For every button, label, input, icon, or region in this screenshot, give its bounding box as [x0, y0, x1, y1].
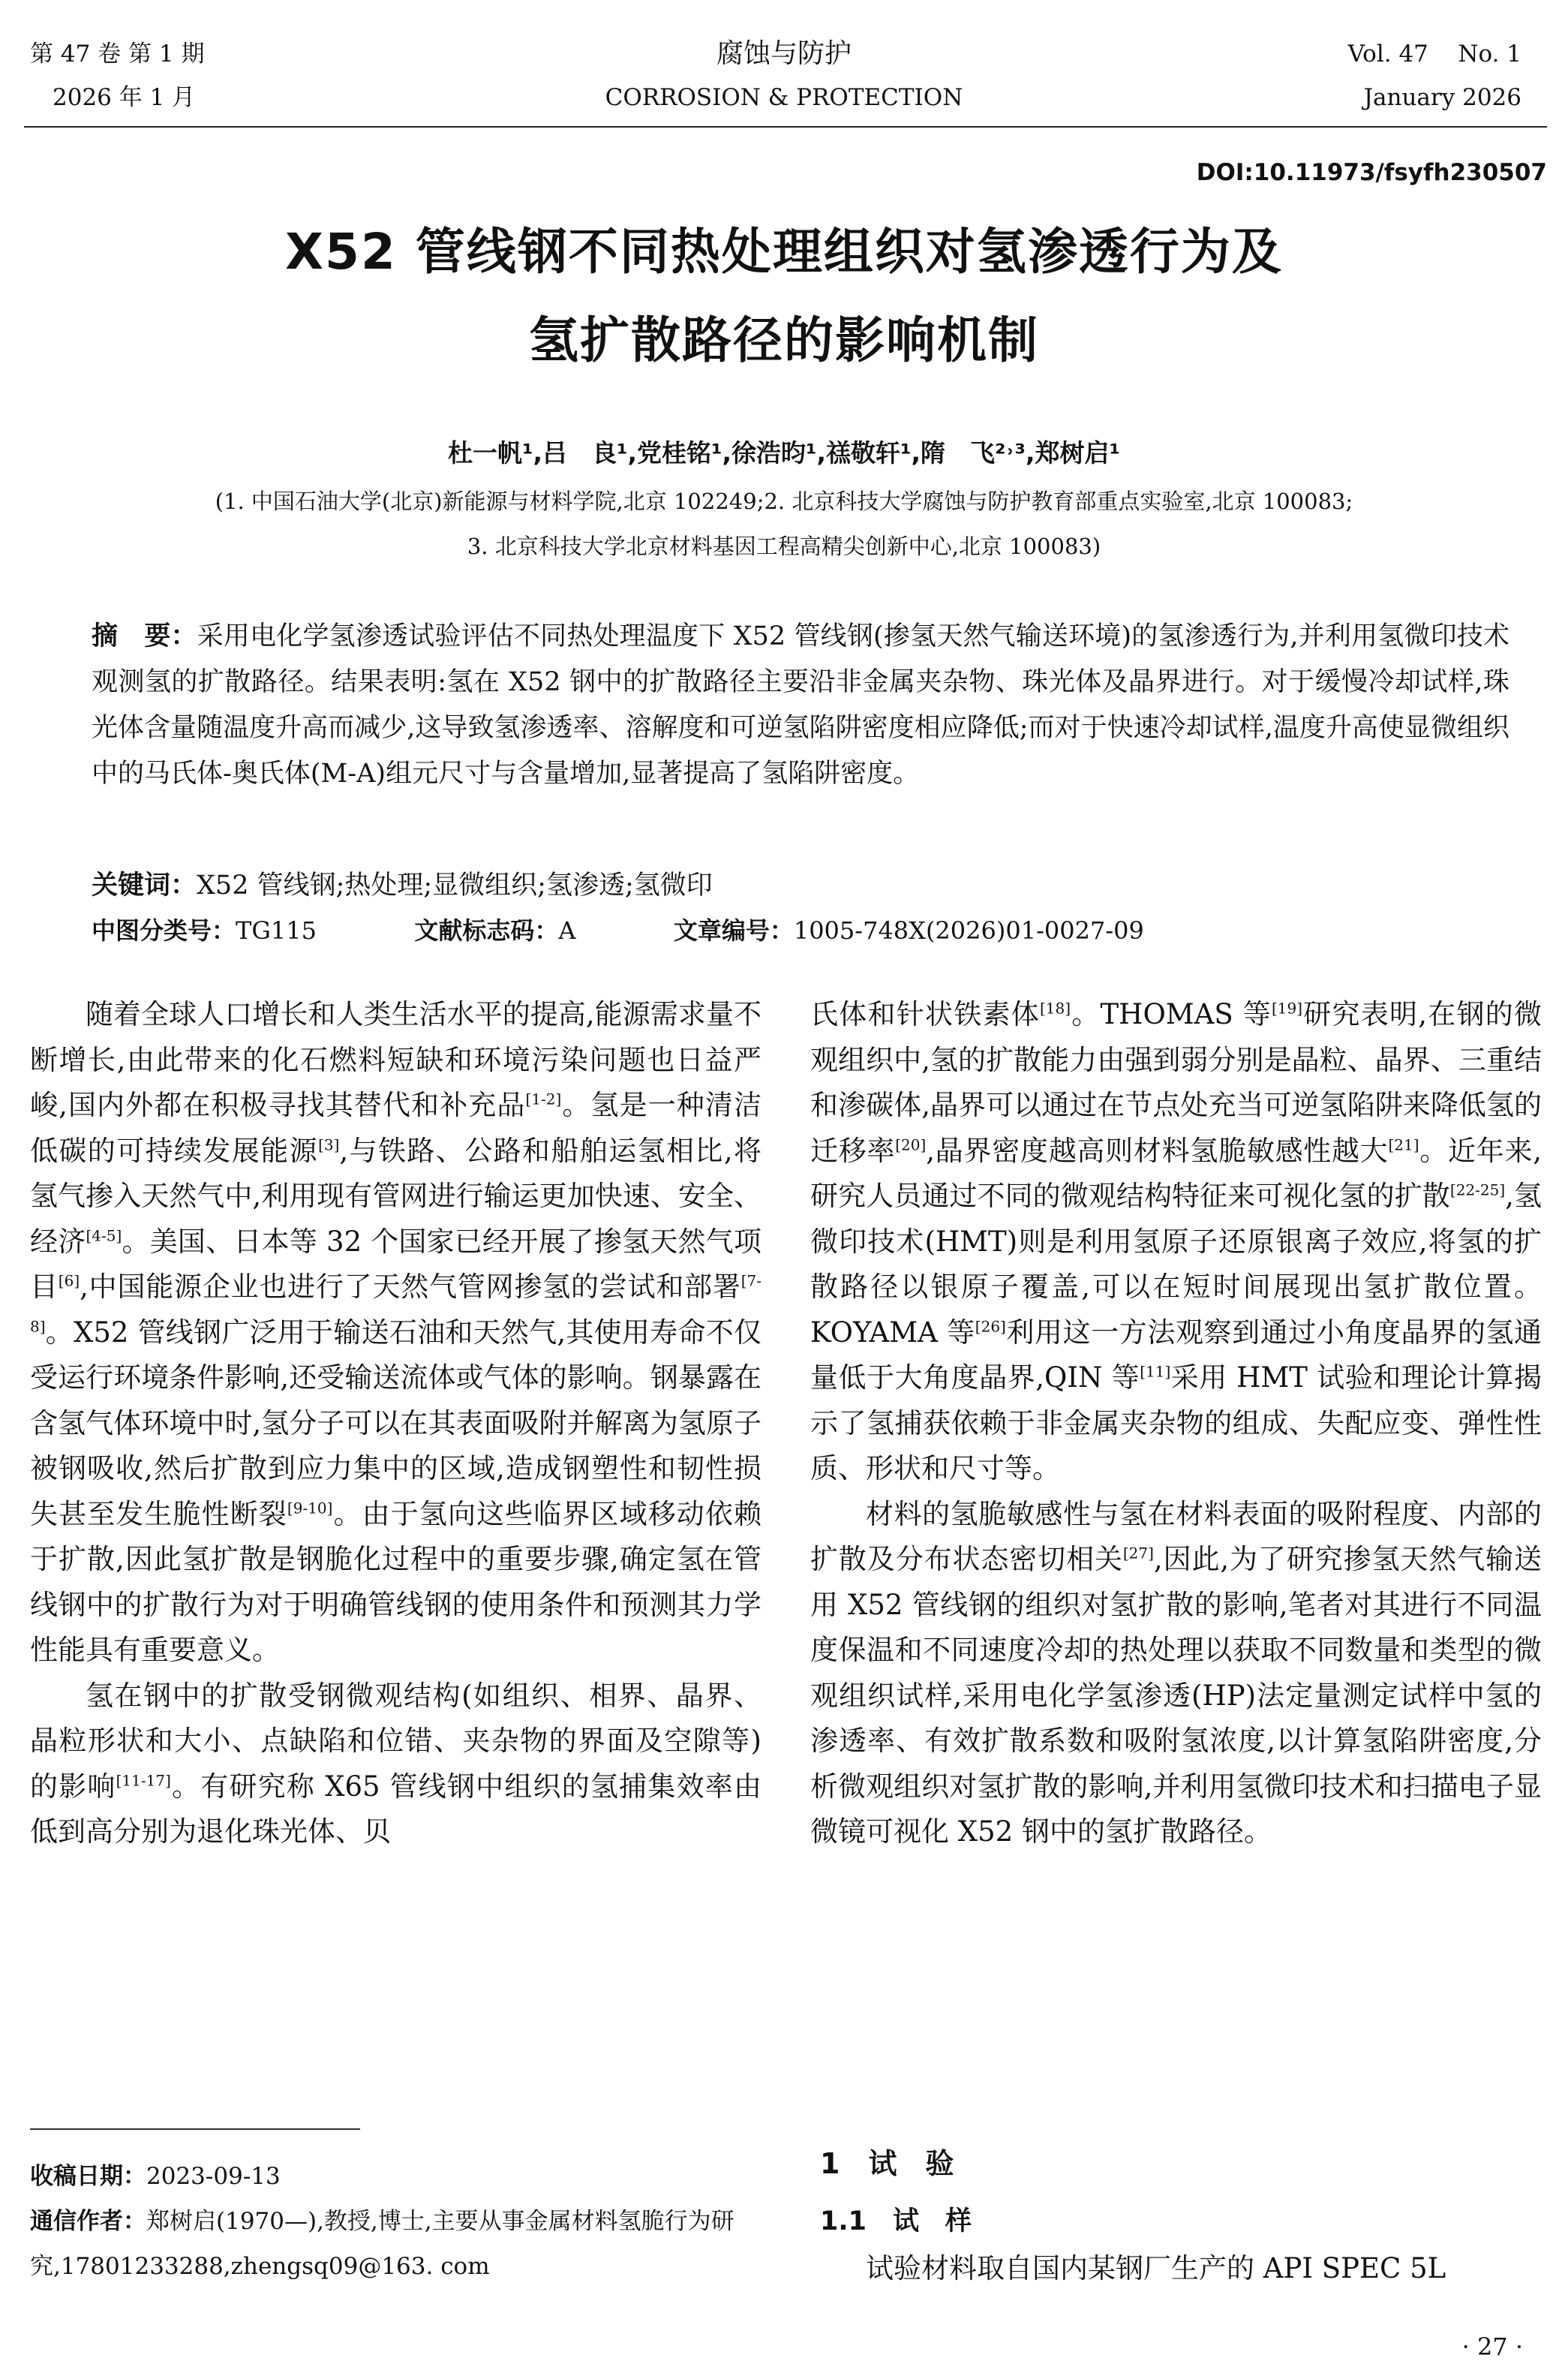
authors: 杜一帆¹,吕 良¹,党桂铭¹,徐浩昀¹,禚敬轩¹,隋 飞²˒³,郑树启¹: [448, 438, 1120, 468]
citation: [11]: [1140, 1362, 1171, 1381]
affiliation-line1: (1. 中国石油大学(北京)新能源与材料学院,北京 102249;2. 北京科技大学腐蚀与防护教育部重点实验室,北京 100083;: [215, 489, 1353, 514]
citation: [26]: [975, 1317, 1006, 1336]
keywords-text: X52 管线钢;热处理;显微组织;氢渗透;氢微印: [197, 871, 713, 901]
received-label: 收稿日期：: [30, 2163, 146, 2190]
doc-code-label: 文献标志码：: [414, 916, 559, 945]
journal-name-cn: 腐蚀与防护: [716, 38, 852, 69]
header-divider: [24, 126, 1547, 128]
citation: [6]: [58, 1271, 80, 1290]
keywords: [92, 863, 1509, 909]
citation: [11-17]: [116, 1771, 171, 1790]
citation: [3]: [318, 1135, 340, 1154]
section-heading-1-1: 1.1 试 样: [820, 2206, 972, 2236]
received-date: [30, 2154, 765, 2199]
left-paragraph-1: 随着全球人口增长和人类生活水平的提高,能源需求量不断增长,由此带来的化石燃料短缺和环境污染问题也日益严峻,国内外都在积极寻找其替代和补充品[1-2]。氢是一种清洁低碳的可持续发展能源[3],与铁路、公路和船舶运氢相比,将氢气掺入天然气中,利用现有管网进行输运更加快速、安全、经济[4-5]。美国、日本等 32 个国家已经开展了掺氢天然气项目[6],中国能源企业也进行了天然气管网掺氢的尝试和部署[7-8]。X52 管线钢广泛用于输送石油和天然气,其使用寿命不仅受运行环境条件影响,还受输送流体或气体的影响。钢暴露在含氢气体环境中时,氢分子可以在其表面吸附并解离为氢原子被钢吸收,然后扩散到应力集中的区域,造成钢塑性和韧性损失甚至发生脆性断裂[9-10]。由于氢向这些临界区域移动依赖于扩散,因此氢扩散是钢脆化过程中的重要步骤,确定氢在管线钢中的扩散行为对于明确管线钢的使用条件和预测其力学性能具有重要意义。: [30, 998, 762, 1666]
clc-label: 中图分类号：: [92, 916, 236, 945]
right-paragraph-3: 试验材料取自国内某钢厂生产的 API SPEC 5L: [866, 2252, 1446, 2284]
citation: [19]: [1271, 999, 1303, 1018]
corresponding-label: 通信作者：: [30, 2208, 146, 2235]
article-title-line2: 氢扩散路径的影响机制: [529, 311, 1039, 369]
citation: [20]: [895, 1135, 927, 1154]
right-column: [810, 992, 1542, 1855]
keywords-label: 关键词：: [92, 871, 197, 901]
corresponding-author: [30, 2199, 765, 2289]
abstract-text: 采用电化学氢渗透试验评估不同热处理温度下 X52 管线钢(掺氢天然气输送环境)的氢渗透行为,并利用氢微印技术观测氢的扩散路径。结果表明:氢在 X52 钢中的扩散路径主要沿非金属夹杂物、珠光体及晶界进行。对于缓慢冷却试样,珠光体含量随温度升高而减少,这导致氢渗透率、溶解度和可逆氢陷阱密度相应降低;而对于快速冷却试样,温度升高使显微组织中的马氏体-奥氏体(M-A)组元尺寸与含量增加,显著提高了氢陷阱密度。: [92, 621, 1509, 789]
abstract-label: 摘 要：: [92, 621, 197, 651]
journal-vol-no-en: Vol. 47 No. 1: [1347, 41, 1521, 68]
doi: DOI:10.11973/fsyfh230507: [1196, 159, 1547, 186]
citation: [7-8]: [30, 1271, 762, 1336]
citation: [27]: [1122, 1544, 1154, 1562]
doc-code-value: A: [558, 916, 576, 945]
article-no-value: 1005-748X(2026)01-0027-09: [793, 916, 1144, 945]
journal-volume-issue: 第 47 卷 第 1 期: [30, 41, 205, 68]
citation: [22-25]: [1449, 1180, 1506, 1199]
article-title-line1: X52 管线钢不同热处理组织对氢渗透行为及: [285, 223, 1283, 281]
section-heading-1: 1 试 验: [820, 2147, 954, 2180]
left-paragraph-2: 氢在钢中的扩散受钢微观结构(如组织、相界、晶界、晶粒形状和大小、点缺陷和位错、夹杂物的界面及空隙等)的影响[11-17]。有研究称 X65 管线钢中组织的氢捕集效率由低到高分别为退化珠光体、贝: [30, 1679, 761, 1848]
right-paragraph-2: 材料的氢脆敏感性与氢在材料表面的吸附程度、内部的扩散及分布状态密切相关[27],因此,为了研究掺氢天然气输送用 X52 管线钢的组织对氢扩散的影响,笔者对其进行不同温度保温和不同速度冷却的热处理以获取不同数量和类型的微观组织试样,采用电化学氢渗透(HP)法定量测定试样中氢的渗透率、有效扩散系数和吸附氢浓度,以计算氢陷阱密度,分析微观组织对氢扩散的影响,并利用氢微印技术和扫描电子显微镜可视化 X52 钢中的氢扩散路径。: [810, 1497, 1542, 1848]
classification-row: [92, 910, 1509, 952]
left-column: [30, 992, 761, 1855]
journal-date-en: January 2026: [1363, 84, 1521, 111]
citation: [18]: [1039, 999, 1071, 1018]
journal-name-en: CORROSION & PROTECTION: [605, 84, 963, 111]
citation: [9-10]: [287, 1499, 333, 1517]
affiliation-line2: 3. 北京科技大学北京材料基因工程高精尖创新中心,北京 100083): [467, 534, 1101, 559]
page-number: · 27 ·: [1461, 2332, 1523, 2361]
received-value: 2023-09-13: [146, 2163, 281, 2190]
citation: [1-2]: [525, 1090, 562, 1108]
corresponding-value: 郑树启(1970—),教授,博士,主要从事金属材料氢脆行为研究,17801233288,zhengsq09@163. com: [30, 2208, 734, 2280]
citation: [4-5]: [86, 1226, 122, 1245]
article-no-label: 文章编号：: [673, 916, 794, 945]
footnote-divider: [30, 2128, 360, 2130]
right-paragraph-1: 氏体和针状铁素体[18]。THOMAS 等[19]研究表明,在钢的微观组织中,氢的扩散能力由强到弱分别是晶粒、晶界、三重结和渗碳体,晶界可以通过在节点处充当可逆氢陷阱来降低氢的迁移率[20],晶界密度越高则材料氢脆敏感性越大[21]。近年来,研究人员通过不同的微观结构特征来可视化氢的扩散[22-25],氢微印技术(HMT)则是利用氢原子还原银离子效应,将氢的扩散路径以银原子覆盖,可以在短时间展现出氢扩散位置。KOYAMA 等[26]利用这一方法观察到通过小角度晶界的氢通量低于大角度晶界,QIN 等[11]采用 HMT 试验和理论计算揭示了氢捕获依赖于非金属夹杂物的组成、失配应变、弹性性质、形状和尺寸等。: [810, 998, 1542, 1484]
abstract: [92, 614, 1509, 797]
citation: [21]: [1388, 1135, 1419, 1154]
journal-date: 2026 年 1 月: [53, 84, 196, 111]
clc-value: TG115: [236, 916, 317, 945]
